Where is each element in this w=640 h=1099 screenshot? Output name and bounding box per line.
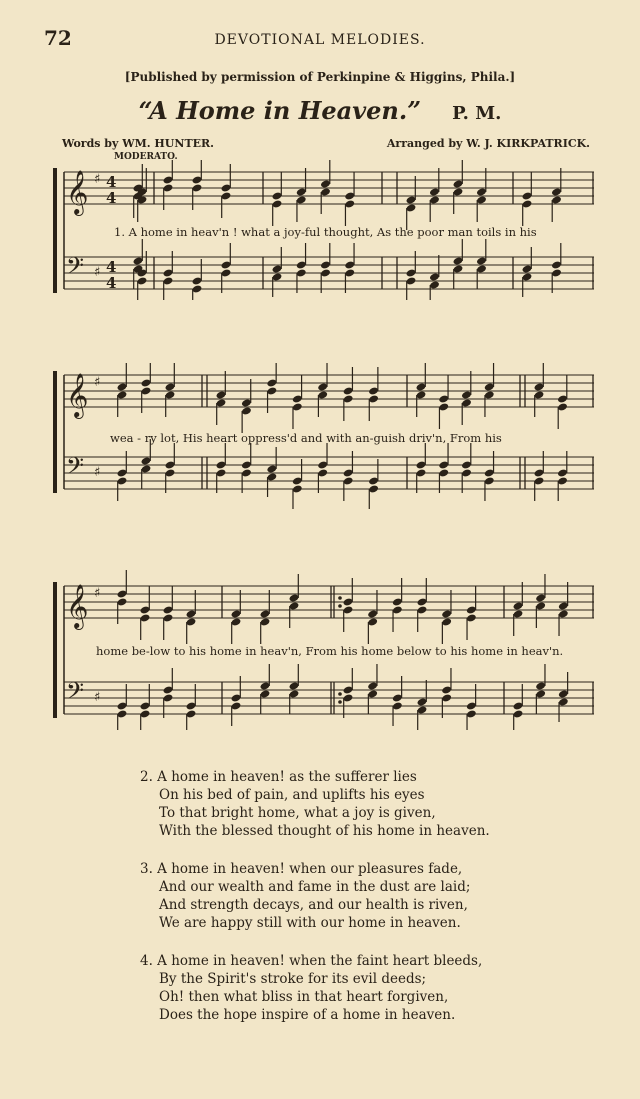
stanza-line: 3. A home in heaven! when our pleasures fade, (140, 861, 463, 877)
repeat-dot (338, 700, 342, 704)
sharp-sign: ♯ (94, 586, 101, 602)
sharp-sign: ♯ (94, 265, 101, 281)
stanza-4 (140, 952, 560, 1024)
running-head: DEVOTIONAL MELODIES. (214, 32, 426, 48)
title-row (0, 96, 640, 125)
sharp-sign: ♯ (94, 690, 101, 706)
stanza-line: Does the hope inspire of a home in heaven. (159, 1007, 456, 1023)
stanza-line: 4. A home in heaven! when the faint heart bleeds, (140, 953, 483, 969)
hymn-meter: P. M. (452, 103, 502, 124)
sharp-sign: ♯ (94, 465, 101, 481)
time-signature: 4 (106, 173, 117, 192)
page-number: 72 (44, 26, 72, 50)
arranged-credit: Arranged by W. J. KIRKPATRICK. (386, 137, 590, 150)
stanza-line: Oh! then what bliss in that heart forgiven, (159, 989, 449, 1005)
stanza-line: By the Spirit's stroke for its evil deeds; (159, 971, 427, 987)
words-credit: Words by WM. HUNTER. (62, 137, 214, 150)
stanza-line: 2. A home in heaven! as the sufferer lies (140, 769, 417, 785)
stanza-line: And our wealth and fame in the dust are laid; (159, 879, 471, 895)
bass-clef: 𝄢 (66, 676, 85, 710)
time-signature: 4 (106, 274, 117, 293)
hymn-title: “A Home in Heaven.” (138, 96, 422, 125)
treble-clef: 𝄞 (66, 583, 89, 628)
lyric-line-1: 1. A home in heav'n ! what a joy-ful thought, As the poor man toils in his (114, 225, 537, 239)
bass-clef: 𝄢 (66, 251, 85, 285)
treble-clef: 𝄞 (66, 372, 89, 417)
stanza-line: On his bed of pain, and uplifts his eyes (159, 787, 425, 803)
stanza-line: To that bright home, what a joy is given, (159, 805, 436, 821)
stanza-line: And strength decays, and our health is riven, (159, 897, 468, 913)
sharp-sign: ♯ (94, 375, 101, 391)
sharp-sign: ♯ (94, 172, 101, 188)
stanza-2 (140, 768, 560, 840)
permission-note: [Published by permission of Perkinpine & Higgins, Phila.] (124, 70, 516, 84)
repeat-dot (338, 596, 342, 600)
lyric-line-2: wea - ry lot, His heart oppress'd and with an-guish driv'n, From his (110, 431, 502, 445)
repeat-dot (338, 604, 342, 608)
stanza-line: With the blessed thought of his home in heaven. (159, 823, 490, 839)
stanza-3 (140, 860, 560, 932)
repeat-dot (338, 692, 342, 696)
time-signature: 4 (106, 189, 117, 208)
stanza-line: We are happy still with our home in heaven. (159, 915, 461, 931)
lyric-line-3: home be-low to his home in heav'n, From his home below to his home in heav'n. (96, 644, 564, 658)
time-signature: 4 (106, 258, 117, 277)
treble-clef: 𝄞 (66, 169, 89, 214)
bass-clef: 𝄢 (66, 451, 85, 485)
additional-stanzas (140, 768, 560, 1044)
tempo-marking: MODERATO. (114, 152, 178, 162)
